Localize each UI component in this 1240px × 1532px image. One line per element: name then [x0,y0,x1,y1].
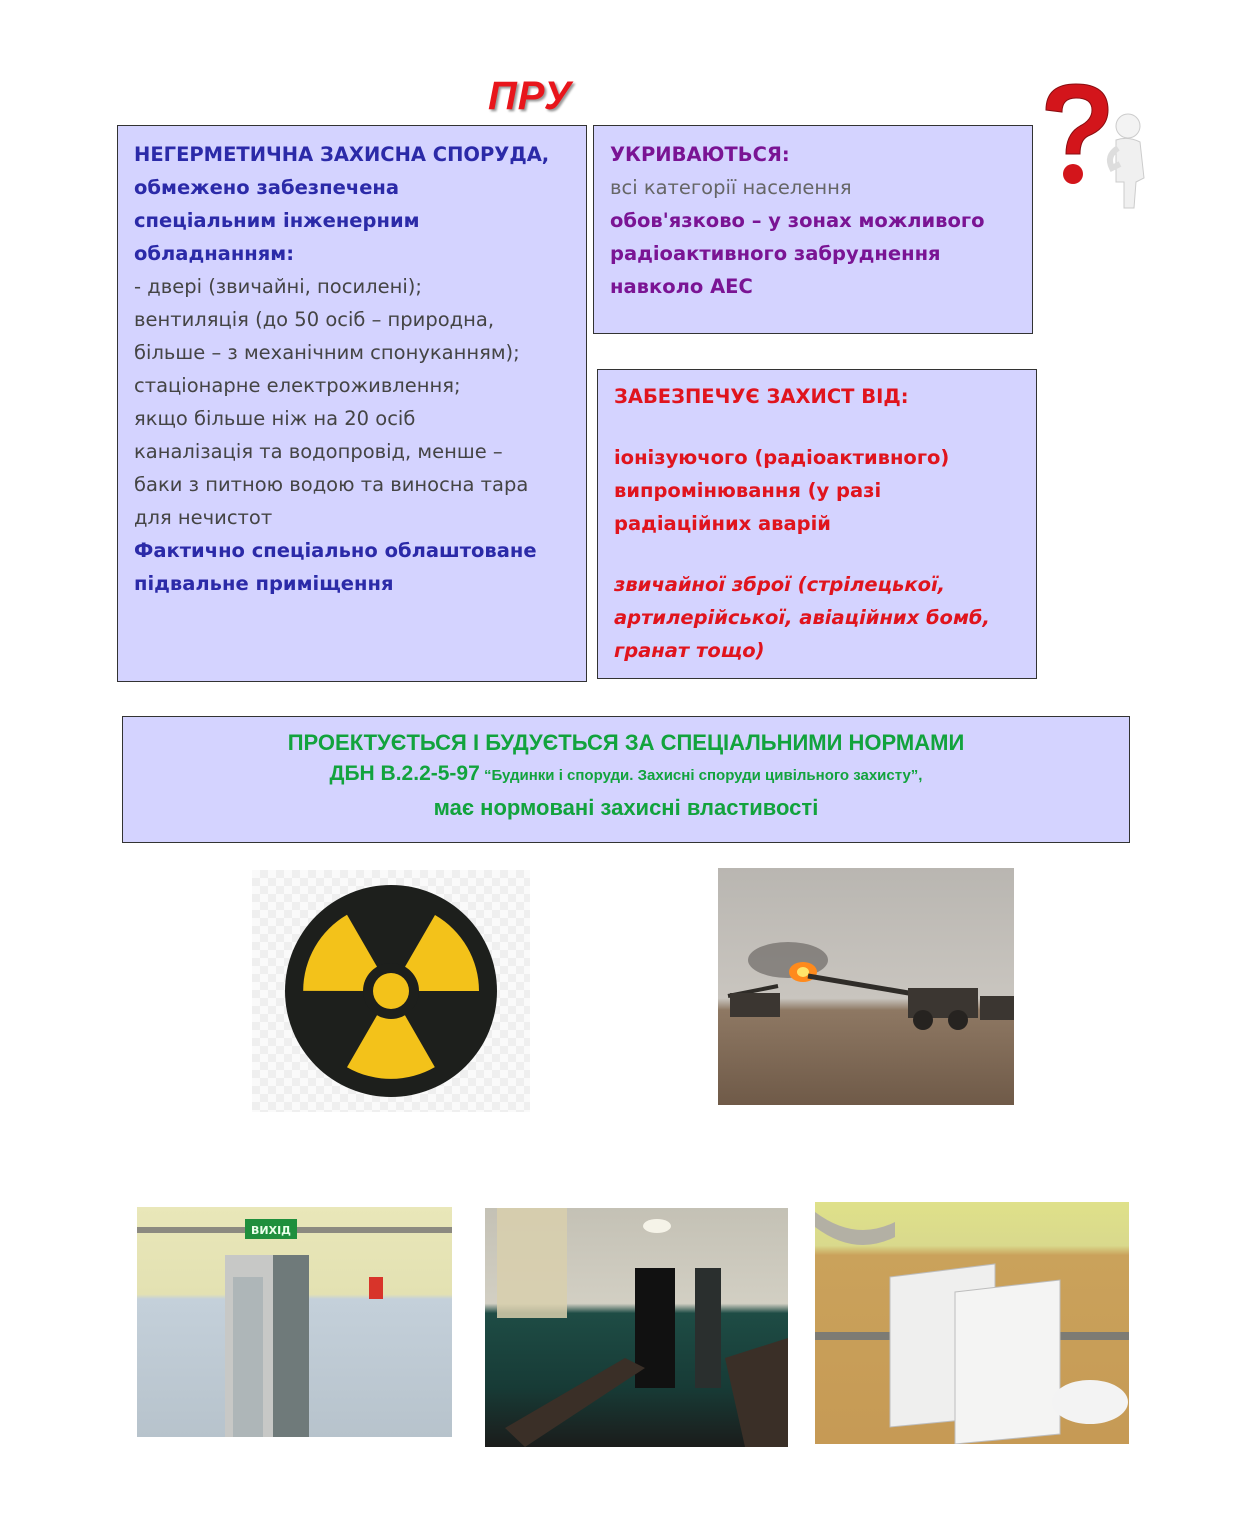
shelter-corridor-photo [485,1208,788,1447]
shelter-item: для нечистот [134,506,273,529]
who-shelters-box [593,125,1033,334]
norms-code-title: “Будинки і споруди. Захисні споруди цивільного захисту”, [479,767,923,784]
norms-code-line [133,759,1119,791]
who-shelters-line: всі категорії населення [610,176,852,199]
question-figure-illustration [1036,78,1154,214]
artillery-photo [718,868,1014,1105]
shelter-entrance-photo [137,1207,452,1437]
who-shelters-bold-line: обов'язково – у зонах можливого [610,209,985,232]
protection-weapons-line: гранат тощо) [614,639,765,662]
shelter-footer-line: Фактично спеціально облаштоване [134,539,537,562]
protection-radiation-line: радіаційних аварій [614,512,831,535]
shelter-item: більше – з механічним спонуканням); [134,341,520,364]
shelter-item: вентиляція (до 50 осіб – природна, [134,308,495,331]
shelter-heading-line: обмежено забезпечена [134,176,400,199]
radiation-symbol-image [252,870,530,1112]
norms-properties: має нормовані захисні властивості [433,795,819,820]
protection-weapons-line: звичайної зброї (стрілецької, [614,573,946,596]
shelter-item: - двері (звичайні, посилені); [134,275,422,298]
shelter-description-box [117,125,587,682]
norms-box [122,716,1130,843]
who-shelters-bold-line: радіоактивного забруднення [610,242,941,265]
norms-heading: ПРОЕКТУЄТЬСЯ І БУДУЄТЬСЯ ЗА СПЕЦІАЛЬНИМИ НОРМАМИ [287,730,965,755]
shelter-heading-line: спеціальним інженерним [134,209,420,232]
shelter-heading-line: обладнанням: [134,242,295,265]
norms-code: ДБН В.2.2-5-97 [329,762,480,785]
shelter-item: стаціонарне електроживлення; [134,374,461,397]
protection-radiation-line: випромінювання (у разі [614,479,882,502]
shelter-item: баки з питною водою та виносна тара [134,473,529,496]
shelter-footer-line: підвальне приміщення [134,572,394,595]
shelter-item: каналізація та водопровід, менше – [134,440,503,463]
protection-radiation-line: іонізуючого (радіоактивного) [614,446,950,469]
protection-box [597,369,1037,679]
protection-weapons-line: артилерійської, авіаційних бомб, [614,606,990,629]
shelter-heading-line: НЕГЕРМЕТИЧНА ЗАХИСНА СПОРУДА, [134,143,550,166]
shelter-item: якщо більше ніж на 20 осіб [134,407,416,430]
protection-heading: ЗАБЕЗПЕЧУЄ ЗАХИСТ ВІД: [614,385,909,408]
shelter-toilet-photo [815,1202,1129,1444]
page-title: ПРУ [488,74,573,118]
exit-sign-text: ВИХІД [251,1224,291,1237]
who-shelters-bold-line: навколо АЕС [610,275,753,298]
who-shelters-heading: УКРИВАЮТЬСЯ: [610,143,790,166]
